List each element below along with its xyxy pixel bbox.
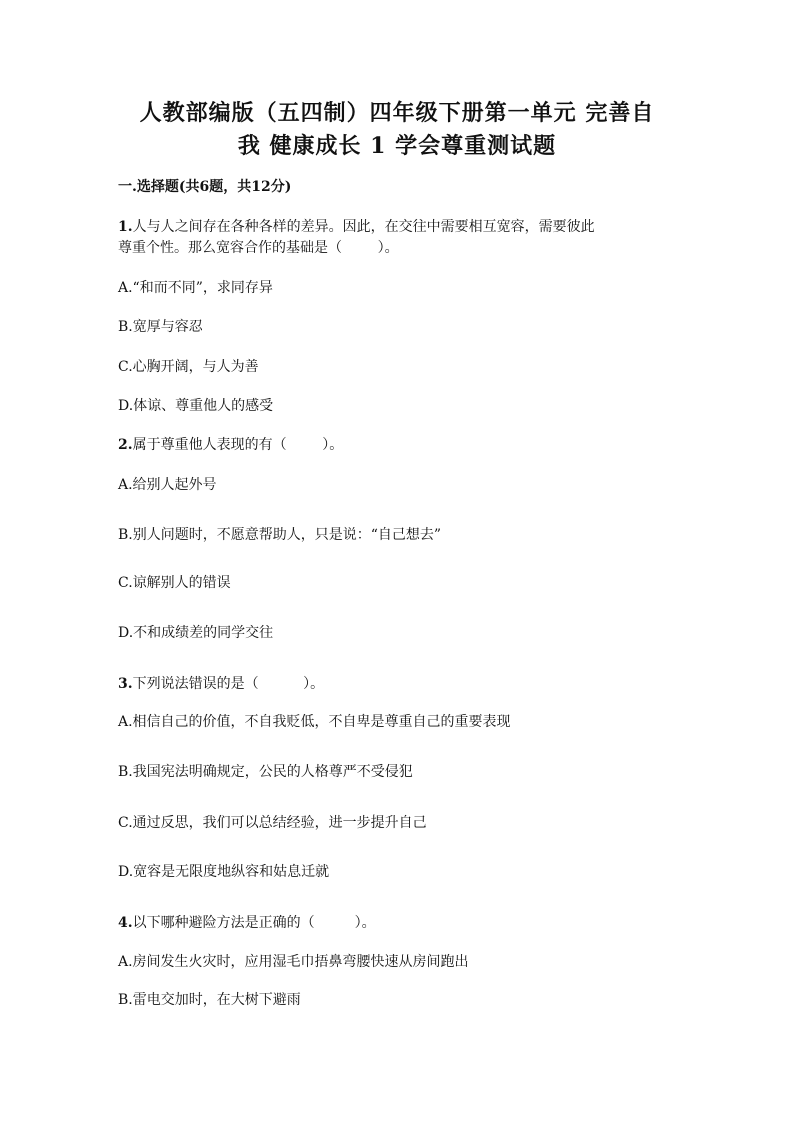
- question-3-text: 下列说法错误的是（ ）。: [132, 676, 325, 692]
- question-2-option-d: D.不和成绩差的同学交往: [118, 625, 274, 641]
- question-1-number: 1.: [118, 219, 133, 235]
- question-4-number: 4.: [118, 915, 133, 931]
- question-1-option-b: B.宽厚与容忍: [118, 319, 203, 335]
- question-1-text: 人与人之间存在各种各样的差异。因此，在交往中需要相互宽容，需要彼此: [132, 219, 595, 235]
- question-2-number: 2.: [118, 437, 133, 453]
- question-3-stem: [118, 674, 324, 694]
- document-title-line2: 我 健康成长 1 学会尊重测试题: [237, 133, 557, 159]
- question-2-option-a: A.给别人起外号: [118, 477, 217, 493]
- question-3-option-b: B.我国宪法明确规定，公民的人格尊严不受侵犯: [118, 764, 413, 780]
- question-4-option-a: A.房间发生火灾时，应用湿毛巾捂鼻弯腰快速从房间跑出: [118, 954, 469, 970]
- question-3-option-a: A.相信自己的价值，不自我贬低，不自卑是尊重自己的重要表现: [118, 714, 511, 730]
- question-1-option-a: A.“和而不同”，求同存异: [118, 280, 273, 296]
- question-4-option-b: B.雷电交加时，在大树下避雨: [118, 992, 301, 1008]
- question-2-text: 属于尊重他人表现的有（ ）。: [132, 437, 344, 453]
- question-3-number: 3.: [118, 676, 133, 692]
- document-title-line1: 人教部编版（五四制）四年级下册第一单元 完善自: [139, 100, 655, 126]
- question-2-option-b: B.别人问题时，不愿意帮助人，只是说：“自己想去”: [118, 527, 442, 543]
- question-2-stem: [118, 435, 343, 455]
- question-1-stem-line1: [118, 217, 595, 237]
- question-4-text: 以下哪种避险方法是正确的（ ）。: [132, 915, 376, 931]
- question-1-option-c: C.心胸开阔，与人为善: [118, 359, 259, 375]
- question-3-option-c: C.通过反思，我们可以总结经验，进一步提升自己: [118, 815, 427, 831]
- question-1-option-d: D.体谅、尊重他人的感受: [118, 398, 274, 414]
- question-2-option-c: C.谅解别人的错误: [118, 575, 231, 591]
- section-heading: 一.选择题(共6题，共12分): [118, 179, 292, 195]
- question-4-stem: [118, 913, 376, 933]
- question-3-option-d: D.宽容是无限度地纵容和姑息迁就: [118, 864, 330, 880]
- question-1-stem-line2: 尊重个性。那么宽容合作的基础是（ ）。: [118, 240, 399, 256]
